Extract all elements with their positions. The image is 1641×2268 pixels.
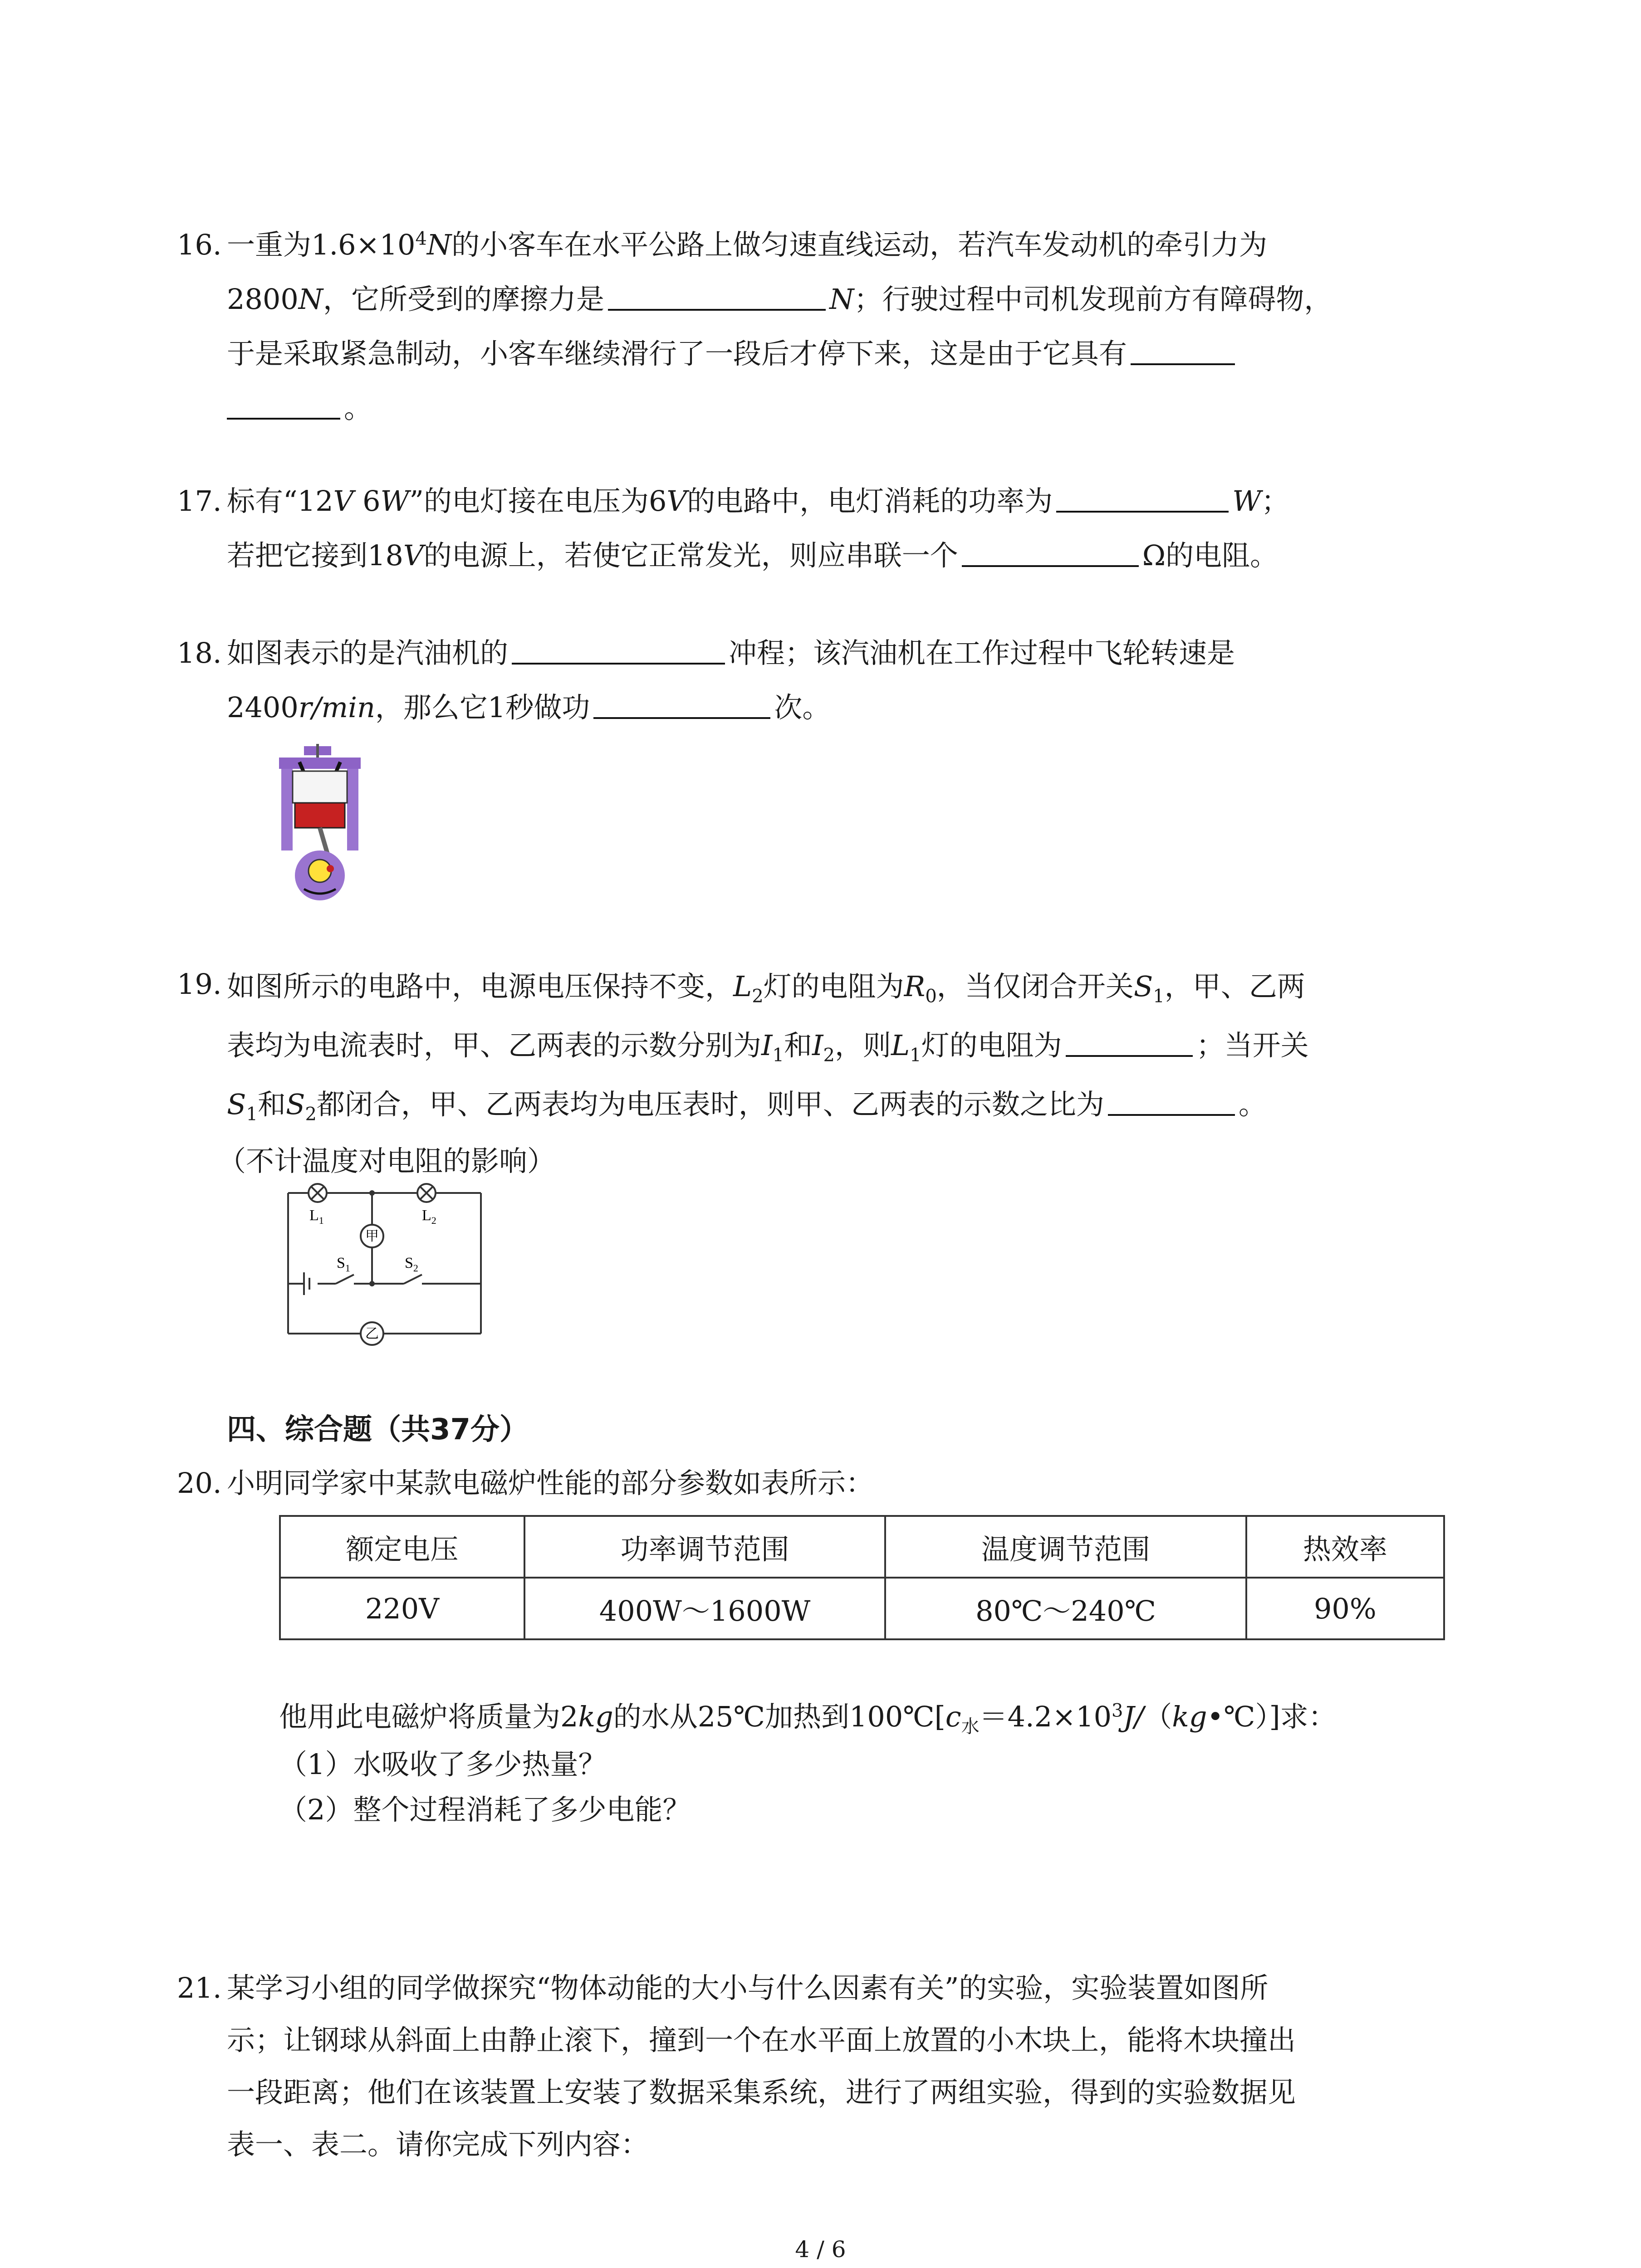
table-header-row	[280, 1516, 1444, 1578]
q16-line-3: 于是采取紧急制动，小客车继续滑行了一段后才停下来，这是由于它具有	[227, 327, 1461, 381]
question-20	[177, 1456, 1461, 1510]
section-heading: 四、综合题（共37分）	[227, 1413, 529, 1447]
q17-line-1: 标有“12V 6W”的电灯接在电压为6V的电路中，电灯消耗的功率为 W；	[227, 484, 1289, 518]
answer-blank[interactable]	[1056, 484, 1229, 513]
q21-line-3: 一段距离；他们在该装置上安装了数据采集系统，进行了两组实验，得到的实验数据见	[227, 2076, 1296, 2109]
answer-blank[interactable]	[1108, 1087, 1235, 1116]
q19-line-2: 表均为电流表时，甲、乙两表的示数分别为$I_1$和$I_2$，则$L_1$灯的电阻为 ；当开关	[227, 1029, 1309, 1066]
question-number: 19.	[177, 968, 222, 1001]
q21-line-2: 示；让钢球从斜面上由静止滚下，撞到一个在水平面上放置的小木块上，能将木块撞出	[227, 2024, 1296, 2057]
q21-line-4: 表一、表二。请你完成下列内容：	[227, 2128, 649, 2161]
table-cell: 400W～1600W	[524, 1578, 885, 1639]
q21-line-1: 某学习小组的同学做探究“物体动能的大小与什么因素有关”的实验，实验装置如图所	[227, 1971, 1269, 2004]
question-number: 20.	[177, 1466, 222, 1500]
answer-blank[interactable]	[962, 538, 1139, 567]
l1-label: $L_1$	[309, 1207, 324, 1226]
question-number: 18.	[177, 636, 222, 670]
q19-line-3: $S_1$和$S_2$都闭合，甲、乙两表均为电压表时，则甲、乙两表的示数之比为 。	[227, 1088, 1267, 1125]
q19-line-1: 如图所示的电路中，电源电压保持不变，$L_2$灯的电阻为$R_0$，当仅闭合开关$S_1$，甲、乙两	[227, 970, 1305, 1007]
q16-line-1: 一重为$1.6\times 10^4N$的小客车在水平公路上做匀速直线运动，若汽车发动机的牵引力为	[227, 228, 1268, 261]
answer-blank[interactable]	[608, 282, 826, 311]
q19-note: （不计温度对电阻的影响）	[218, 1144, 556, 1178]
table-row	[280, 1578, 1444, 1639]
question-number: 16.	[177, 228, 222, 261]
table-header: 温度调节范围	[885, 1516, 1246, 1578]
table-header: 功率调节范围	[524, 1516, 885, 1578]
page-number: 4 / 6	[795, 2236, 846, 2263]
s2-label: $S_2$	[405, 1255, 418, 1274]
s1-label: $S_1$	[337, 1255, 350, 1274]
question-17	[177, 474, 1461, 583]
table-cell: 220V	[280, 1578, 524, 1639]
meter-a-label: 甲	[365, 1229, 379, 1244]
lamp-l2-icon	[417, 1184, 436, 1202]
q16-line-4: 。	[227, 381, 1461, 435]
table-cell: 90%	[1246, 1578, 1444, 1639]
question-18	[177, 626, 1461, 735]
l2-label: $L_2$	[422, 1207, 436, 1226]
meter-b-label: 乙	[365, 1326, 379, 1341]
table-cell: 80℃～240℃	[885, 1578, 1246, 1639]
engine-diagram	[277, 744, 363, 903]
question-21	[177, 1962, 1461, 2170]
q20-subquestion-1: （1）水吸收了多少热量？	[279, 1748, 607, 1781]
q20-problem: 他用此电磁炉将质量为2kg的水从25℃加热到$100℃[c_水=4.2\times 10^3J/(kg•℃)]$求：	[279, 1700, 1337, 1737]
answer-blank[interactable]	[1066, 1028, 1193, 1057]
q18-line-2: 2400r/min，那么它1秒做功 次。	[227, 691, 831, 724]
q17-line-2: 若把它接到18V的电源上，若使它正常发光，则应串联一个 Ω的电阻。	[227, 539, 1279, 572]
q18-line-1: 如图表示的是汽油机的 冲程；该汽油机在工作过程中飞轮转速是	[227, 636, 1235, 670]
answer-blank[interactable]	[1131, 336, 1235, 365]
q20-intro: 小明同学家中某款电磁炉性能的部分参数如表所示：	[227, 1466, 874, 1500]
question-19	[177, 957, 1461, 1188]
circuit-diagram	[281, 1170, 490, 1361]
question-number: 17.	[177, 484, 222, 518]
table-header: 热效率	[1246, 1516, 1444, 1578]
q16-line-2: 2800N，它所受到的摩擦力是 N；行驶过程中司机发现前方有障碍物，	[227, 283, 1332, 316]
answer-blank[interactable]	[512, 635, 725, 665]
question-16	[177, 218, 1461, 435]
answer-blank[interactable]	[227, 391, 340, 420]
lamp-l1-icon	[309, 1184, 327, 1202]
question-number: 21.	[177, 1971, 222, 2004]
answer-blank[interactable]	[593, 690, 770, 719]
table-header: 额定电压	[280, 1516, 524, 1578]
spec-table	[279, 1515, 1445, 1640]
q20-subquestion-2: （2）整个过程消耗了多少电能？	[279, 1793, 691, 1826]
